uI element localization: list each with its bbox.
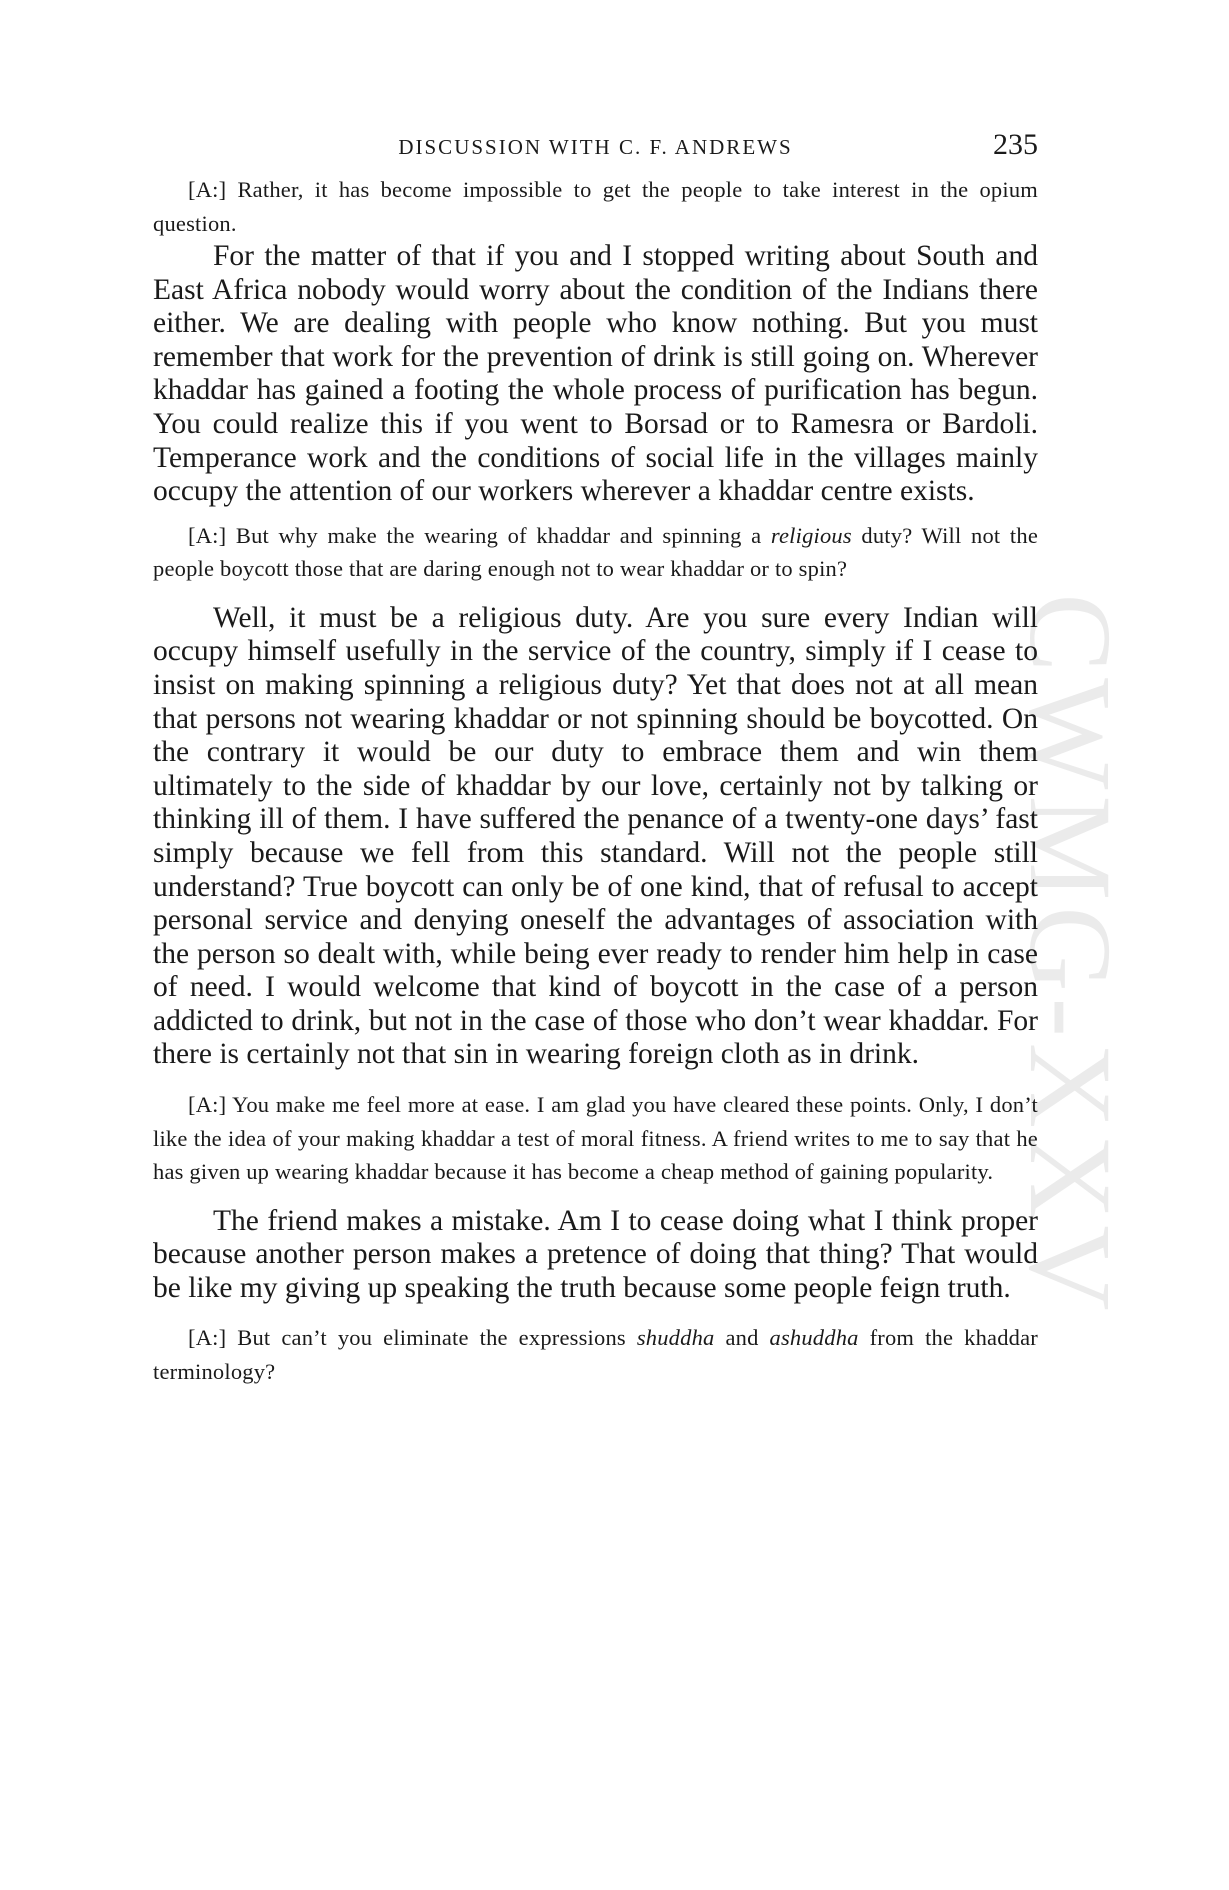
question-text: You make me feel more at ease. I am glad you have cleared these points. Only, I don’t like the idea of your making khaddar a test of moral fitness. A friend writes to me to say that he has given up wearing khaddar because it has become a cheap method of gaining popularity. (153, 1092, 1038, 1185)
speaker-label: [A:] (188, 177, 227, 202)
andrews-question-4 (153, 1321, 1038, 1388)
speaker-label: [A:] (188, 522, 227, 548)
gandhi-reply-2: Well, it must be a religious duty. Are you sure every Indian will occupy himself usefully in the service of the country, simply if I cease to insist on making spinning a religious duty? Yet that does not at all mean that persons not wearing khaddar or not spinning should be boycotted. On the contrary it would be our duty to embrace them and win them ultimately to the side of khaddar by our love, certainly not by talking or thinking ill of them. I have suffered the penance of a twenty-one days’ fast simply because we fell from this standard. Will not the people still understand? True boycott can only be of one kind, that of refusal to accept personal service and denying oneself the advantages of association with the person so dealt with, while being ever ready to render him help in case of need. I would welcome that kind of boycott in the case of a person addicted to drink, but not in the case of those who don’t wear khaddar. For there is certainly not that sin in wearing foreign cloth as in drink. (153, 601, 1038, 1071)
andrews-question-3 (153, 1088, 1038, 1189)
gandhi-reply-1: For the matter of that if you and I stopped writing about South and East Africa nobody would worry about the condition of the Indians there either. We are dealing with people who know nothing. But you must remember that work for the prevention of drink is still going on. Wherever khaddar has gained a footing the whole process of purification has begun. You could realize this if you went to Borsad or to Ramesra or Bardoli. Temperance work and the conditions of social life in the villages mainly occupy the attention of our workers wherever a khaddar centre exists. (153, 240, 1038, 508)
running-title: DISCUSSION WITH C. F. ANDREWS (398, 135, 793, 159)
page (153, 125, 1038, 1388)
andrews-question-1 (153, 173, 1038, 240)
watermark-text: CWMG-XXV (1005, 593, 1136, 1317)
andrews-question-2 (153, 519, 1038, 586)
term-ashuddha: ashuddha (769, 1325, 859, 1351)
speaker-label: [A:] (188, 1092, 227, 1118)
page-number: 235 (993, 128, 1038, 161)
term-shuddha: shuddha (636, 1325, 715, 1351)
question-text: and (714, 1325, 770, 1351)
emphasis-religious: religious (770, 522, 852, 548)
gandhi-reply-3: The friend makes a mistake. Am I to cease doing what I think proper because another person makes a pretence of doing that thing? That would be like my giving up speaking the truth because some people feign truth. (153, 1204, 1038, 1304)
question-text: Rather, it has become impossible to get the people to take interest in the opium question. (153, 177, 1038, 236)
question-text: duty? Will not the people boycott those that are daring enough not to wear khaddar or to spin? (153, 522, 1039, 582)
speaker-label: [A:] (188, 1325, 227, 1351)
question-text: from the khaddar terminology? (153, 1325, 1038, 1384)
question-text: But why make the wearing of khaddar and spinning a (226, 522, 771, 548)
question-text: But can’t you eliminate the expressions (226, 1325, 637, 1351)
running-head (153, 125, 1038, 173)
